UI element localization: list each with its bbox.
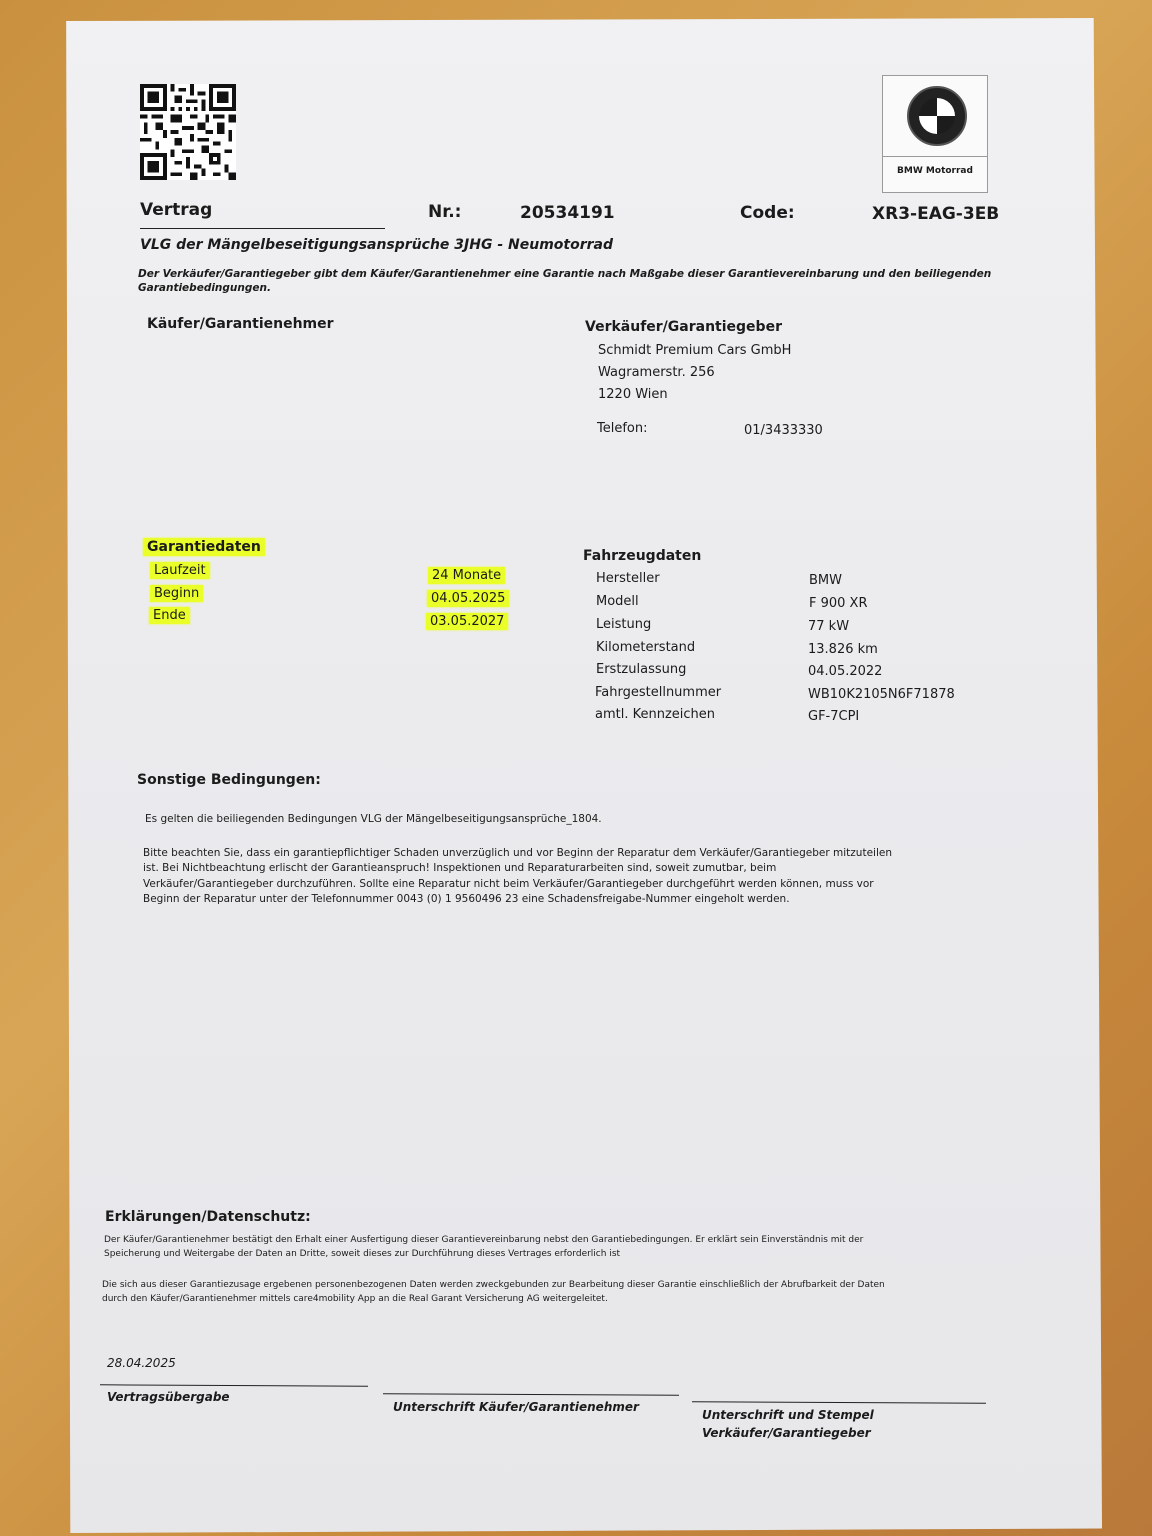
contract-underline xyxy=(140,228,385,229)
warranty-value-end: 03.05.2027 xyxy=(426,613,508,630)
intro-line-1: Der Verkäufer/Garantiegeber gibt dem Käufer/Garantienehmer eine Garantie nach Maßgabe dieser Garantievereinbarung und den beiliegenden xyxy=(138,268,992,280)
conditions-line: Verkäufer/Garantiegeber durchzuführen. Sollte eine Reparatur nicht beim Verkäufer/Garantiegeber durchgeführt werden können, muss vor xyxy=(143,878,874,890)
warranty-label-start: Beginn xyxy=(150,585,203,602)
seller-phone-label: Telefon: xyxy=(597,421,648,436)
vehicle-value: F 900 XR xyxy=(809,596,868,611)
warranty-label-end: Ende xyxy=(149,607,190,624)
bmw-roundel-icon xyxy=(907,86,967,146)
number-label: Nr.: xyxy=(428,202,462,222)
vehicle-value: WB10K2105N6F71878 xyxy=(808,687,955,702)
warranty-label-duration: Laufzeit xyxy=(150,562,210,579)
conditions-line: Bitte beachten Sie, dass ein garantiepflichtiger Schaden unverzüglich und vor Beginn der Reparatur dem Verkäufer/Garantiegeber mitzuteilen xyxy=(143,847,892,859)
code-label: Code: xyxy=(740,203,795,223)
intro-line-2: Garantiebedingungen. xyxy=(138,282,271,294)
declarations-line: Speicherung und Weitergabe der Daten an Dritte, soweit dieses zur Durchführung dieses Vertrages erforderlich ist xyxy=(104,1249,621,1259)
seller-phone-value: 01/3433330 xyxy=(744,423,823,438)
vehicle-value: 13.826 km xyxy=(808,642,878,657)
vehicle-label: Erstzulassung xyxy=(596,662,687,677)
seller-signature-label-1: Unterschrift und Stempel xyxy=(702,1408,874,1422)
vehicle-label: Fahrgestellnummer xyxy=(595,685,722,700)
seller-heading: Verkäufer/Garantiegeber xyxy=(585,319,782,335)
vehicle-value: 04.05.2022 xyxy=(808,664,883,679)
warranty-value-start: 04.05.2025 xyxy=(427,590,509,607)
contract-label: Vertrag xyxy=(140,200,213,220)
vehicle-value: GF-7CPI xyxy=(808,709,860,724)
declarations-line: Die sich aus dieser Garantiezusage ergebenen personenbezogenen Daten werden zweckgebunden zur Bearbeitung dieser Garantie einschließlich der Abrufbarkeit der Daten xyxy=(102,1280,885,1290)
declarations-line: Der Käufer/Garantienehmer bestätigt den Erhalt einer Ausfertigung dieser Garantievereinbarung nebst den Garantiebedingungen. Er erklärt sein Einverständnis mit der xyxy=(104,1235,864,1245)
vehicle-heading: Fahrzeugdaten xyxy=(583,548,702,564)
buyer-heading: Käufer/Garantienehmer xyxy=(147,316,334,332)
vehicle-value: 77 kW xyxy=(808,619,850,634)
logo-text: BMW Motorrad xyxy=(897,166,973,176)
contract-subtitle: VLG der Mängelbeseitigungsansprüche 3JHG - Neumotorrad xyxy=(140,237,613,253)
handover-date: 28.04.2025 xyxy=(107,1356,176,1370)
declarations-line: durch den Käufer/Garantienehmer mittels care4mobility App an die Real Garant Versicherung AG weitergeleitet. xyxy=(102,1294,608,1304)
vehicle-label: Hersteller xyxy=(596,571,660,586)
conditions-heading: Sonstige Bedingungen: xyxy=(137,772,321,788)
conditions-paragraph-1: Es gelten die beiliegenden Bedingungen VLG der Mängelbeseitigungsansprüche_1804. xyxy=(145,813,602,825)
seller-city: 1220 Wien xyxy=(598,387,668,402)
seller-street: Wagramerstr. 256 xyxy=(598,365,715,380)
buyer-signature-label: Unterschrift Käufer/Garantienehmer xyxy=(393,1400,639,1414)
vehicle-label: amtl. Kennzeichen xyxy=(595,707,716,722)
qr-code xyxy=(140,84,236,180)
bmw-motorrad-logo xyxy=(882,75,988,193)
warranty-heading: Garantiedaten xyxy=(143,538,265,556)
seller-signature-label-2: Verkäufer/Garantiegeber xyxy=(702,1426,871,1440)
warranty-value-duration: 24 Monate xyxy=(428,567,505,584)
vehicle-value: BMW xyxy=(809,573,842,588)
conditions-line: Beginn der Reparatur unter der Telefonnummer 0043 (0) 1 9560496 23 eine Schadensfreigabe-Nummer eingeholt werden. xyxy=(143,893,790,905)
vehicle-label: Leistung xyxy=(596,617,652,632)
handover-label: Vertragsübergabe xyxy=(107,1390,230,1404)
contract-number: 20534191 xyxy=(520,203,615,223)
vehicle-label: Kilometerstand xyxy=(596,640,696,655)
vehicle-label: Modell xyxy=(596,594,639,609)
declarations-heading: Erklärungen/Datenschutz: xyxy=(105,1209,311,1225)
conditions-line: ist. Bei Nichtbeachtung erlischt der Garantieanspruch! Inspektionen und Reparaturarbeiten sind, soweit zumutbar, beim xyxy=(143,862,777,874)
seller-name: Schmidt Premium Cars GmbH xyxy=(598,343,792,358)
code-value: XR3-EAG-3EB xyxy=(872,204,1000,224)
